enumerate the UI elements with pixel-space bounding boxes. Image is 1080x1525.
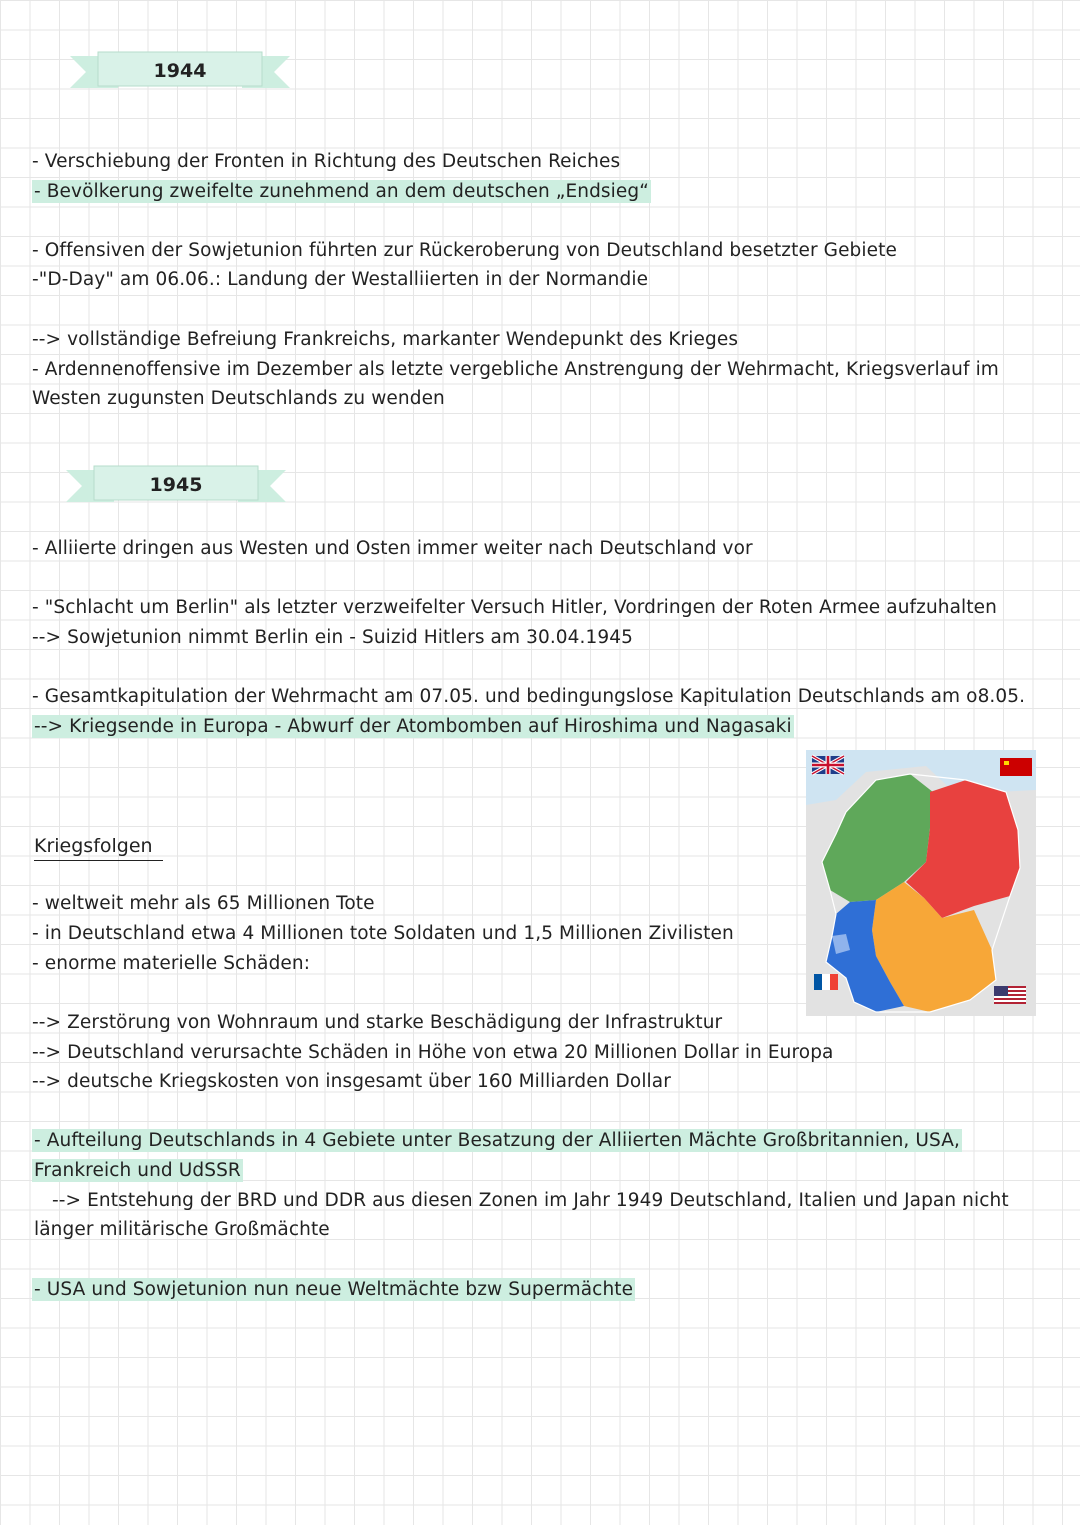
- text-line: Westen zugunsten Deutschlands zu wenden: [32, 388, 445, 409]
- text-line: --> vollständige Befreiung Frankreichs, markanter Wendepunkt des Krieges: [32, 329, 739, 350]
- text-line-highlighted: - USA und Sowjetunion nun neue Weltmächte bzw Supermächte: [34, 1279, 634, 1300]
- france-flag: [814, 974, 838, 990]
- section-heading: Kriegsfolgen: [34, 832, 163, 861]
- uk-flag: [812, 756, 844, 774]
- text-line: - in Deutschland etwa 4 Millionen tote Soldaten und 1,5 Millionen Zivilisten: [32, 923, 734, 944]
- usa-flag: [994, 986, 1026, 1004]
- text-line-highlighted: - Bevölkerung zweifelte zunehmend an dem deutschen „Endsieg“: [34, 181, 649, 202]
- text-line: - Offensiven der Sowjetunion führten zur Rückeroberung von Deutschland besetzter Gebiete: [32, 240, 897, 261]
- text-line: --> Zerstörung von Wohnraum und starke Beschädigung der Infrastruktur: [32, 1012, 723, 1033]
- text-line-highlighted: Frankreich und UdSSR: [34, 1160, 241, 1181]
- text-line: - Ardennenoffensive im Dezember als letzte vergebliche Anstrengung der Wehrmacht, Kriegsverlauf im: [32, 359, 999, 380]
- text-line: -"D-Day" am 06.06.: Landung der Westalliierten in der Normandie: [32, 269, 649, 290]
- text-line: --> Deutschland verursachte Schäden in Höhe von etwa 20 Millionen Dollar in Europa: [32, 1042, 834, 1063]
- text-line: - Gesamtkapitulation der Wehrmacht am 07.05. und bedingungslose Kapitulation Deutschlands am o8.05.: [32, 686, 1026, 707]
- text-line: --> deutsche Kriegskosten von insgesamt über 160 Milliarden Dollar: [32, 1071, 671, 1092]
- year-label: 1945: [149, 474, 203, 496]
- text-line: - "Schlacht um Berlin" als letzter verzweifelter Versuch Hitler, Vordringen der Roten Armee aufzuhalten: [32, 597, 997, 618]
- text-line: - weltweit mehr als 65 Millionen Tote: [32, 893, 375, 914]
- year-label: 1944: [153, 60, 207, 82]
- text-line: länger militärische Großmächte: [34, 1219, 330, 1240]
- occupation-zones-map: [806, 750, 1036, 1016]
- year-banner-1944: [70, 50, 290, 94]
- soviet-flag: [1000, 758, 1032, 776]
- text-line: - Verschiebung der Fronten in Richtung des Deutschen Reiches: [32, 151, 621, 172]
- text-line-highlighted: --> Kriegsende in Europa - Abwurf der Atombomben auf Hiroshima und Nagasaki: [34, 716, 792, 737]
- text-line: --> Sowjetunion nimmt Berlin ein - Suizid Hitlers am 30.04.1945: [32, 627, 634, 648]
- text-line-highlighted: - Aufteilung Deutschlands in 4 Gebiete unter Besatzung der Alliierten Mächte Großbritannien, USA,: [34, 1130, 960, 1151]
- text-line: --> Entstehung der BRD und DDR aus diesen Zonen im Jahr 1949 Deutschland, Italien und Japan nicht: [52, 1190, 1009, 1211]
- text-line: - Alliierte dringen aus Westen und Osten immer weiter nach Deutschland vor: [32, 538, 753, 559]
- year-banner-1945: [66, 464, 286, 508]
- text-line: - enorme materielle Schäden:: [32, 953, 311, 974]
